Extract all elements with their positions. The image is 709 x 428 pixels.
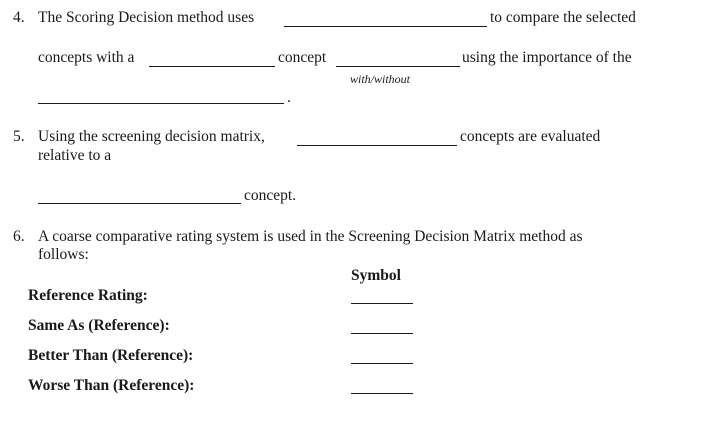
q4-blank-4[interactable] (38, 103, 284, 104)
q6-symbol-blank[interactable] (351, 333, 413, 334)
q6-line2-text: follows: (38, 246, 89, 263)
q4-blank-3[interactable] (336, 66, 460, 67)
q4-hint: with/without (350, 72, 411, 86)
q6-row-label: Worse Than (Reference): (28, 377, 195, 394)
q6-number: 6. (13, 228, 25, 245)
q4-line1-text: The Scoring Decision method uses (38, 9, 255, 26)
q6-line1-text: A coarse comparative rating system is used in the Screening Decision Matrix method as (38, 228, 583, 245)
q5-blank-1[interactable] (297, 145, 457, 146)
q5-blank-2[interactable] (38, 203, 241, 204)
q6-symbol-blank[interactable] (351, 363, 413, 364)
q6-row-label: Same As (Reference): (28, 317, 170, 334)
q6-symbol-blank[interactable] (351, 393, 413, 394)
q5-line3-end: concept. (244, 187, 297, 204)
q4-blank-1[interactable] (284, 26, 487, 27)
q4-number: 4. (13, 9, 25, 26)
q5-line1-text: Using the screening decision matrix, (38, 128, 265, 145)
q4-line2-mid: concept (278, 49, 327, 66)
q5-line1-end: concepts are evaluated (460, 128, 601, 145)
q4-end-punct: . (287, 89, 291, 106)
q4-blank-2[interactable] (149, 66, 275, 67)
q5-number: 5. (13, 128, 25, 145)
q6-symbol-header: Symbol (351, 267, 401, 284)
q6-symbol-blank[interactable] (351, 303, 413, 304)
q5-line2-text: relative to a (38, 147, 112, 164)
q4-line2-end: using the importance of the (462, 49, 632, 66)
q6-row-label: Better Than (Reference): (28, 347, 194, 364)
q4-line2-text: concepts with a (38, 49, 135, 66)
q4-line1-end: to compare the selected (490, 9, 636, 26)
q6-row-label: Reference Rating: (28, 287, 148, 304)
